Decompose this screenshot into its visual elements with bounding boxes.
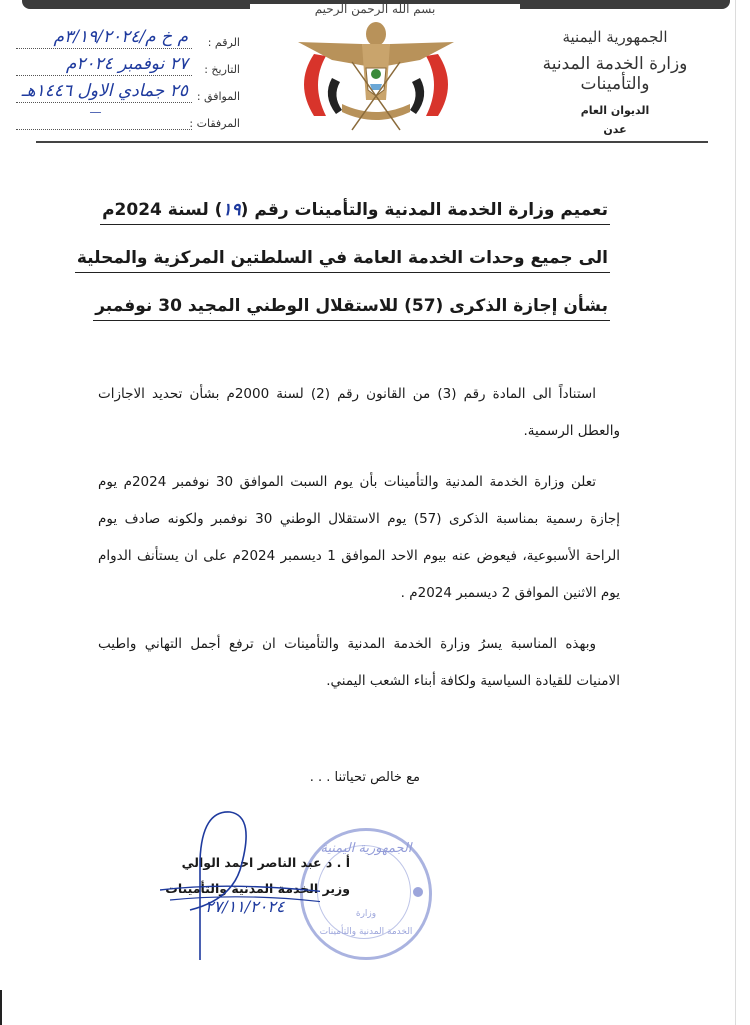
stamp-middle-text: وزارة [355,909,377,919]
title-line-1: تعميم وزارة الخدمة المدنية والتأمينات رقم (١٩) لسنة 2024م [100,196,610,225]
date-value: ٢٧ نوفمبر ٢٠٢٤م [65,54,188,74]
organization-header [520,28,710,136]
paragraph-legal-basis: استناداً الى المادة رقم (3) من القانون رقم (2) لسنة 2000م بشأن تحديد الاجازات والعطل الرسمية. [98,386,620,439]
stamp-star-icon [413,887,423,897]
closing-salutation: مع خالص تحياتنا . . . [309,770,420,785]
page-edge [735,0,736,1025]
scan-top-border [22,0,250,9]
hijri-date-row [10,76,240,103]
circular-title [76,196,610,340]
flag-black-left [328,78,342,114]
stamp-bottom-text: الخدمة المدنية والتأمينات [319,927,413,937]
flag-black-right [410,78,424,114]
eagle-wing-right [386,42,454,66]
reference-block [10,22,240,130]
basmala: بسم الله الرحمن الرحيم [314,2,436,16]
circular-number: ١٩ [222,200,241,220]
flag-red-left [304,54,326,116]
signatory-name: أ . د عبد الناصر احمد الوالي [181,855,350,870]
handwritten-signature-icon [160,800,320,970]
ministry-name: وزارة الخدمة المدنية والتأمينات [542,54,688,94]
date-row [10,49,240,76]
reference-number-value: م خ م/٣/١٩/٢٠٢٤م [53,27,188,47]
flag-red-right [426,54,448,116]
hijri-date-value: ٢٥ جمادي الاول ١٤٤٦هـ [21,81,188,101]
header-divider [36,141,708,143]
eagle-head [366,22,386,46]
paragraph-announcement: تعلن وزارة الخدمة المدنية والتأمينات بأن يوم السبت الموافق 30 نوفمبر 2024م يوم إجازة رسمية بمناسبة الذكرى (57) يوم الاستقلال الوطني 30 نوفمبر ولكونه صادف يوم الراحة الأسبوعية، فيعوض عنه بيوم الاحد الموافق 1 ديسمبر 2024م على ان يستأنف الدوام يوم الاثنين الموافق 2 ديسمبر 2024م . [98,474,620,601]
country-name: الجمهورية اليمنية [562,28,668,46]
scan-top-border [520,0,730,9]
banner [342,104,410,120]
hijri-date-label: الموافق : [196,90,240,103]
handwritten-signature-date: ٢٧/١١/٢٠٢٤ [205,897,285,916]
city-name: عدن [603,123,627,136]
eagle-wing-left [298,42,366,66]
date-label: التاريخ : [204,63,240,76]
letter-body [98,376,620,714]
paragraph-congratulations: وبهذه المناسبة يسرُ وزارة الخدمة المدنية والتأمينات ان ترفع أجمل التهاني واطيب الامنيات للقيادة السياسية ولكافة أبناء الشعب اليمني. [98,636,620,689]
attachments-label: المرفقات : [189,117,240,130]
coffee-tree [371,69,381,79]
attachments-value: — [89,105,102,119]
title-line-3: بشأن إجازة الذكرى (57) للاستقلال الوطني المجيد 30 نوفمبر [93,292,610,321]
department-name: الديوان العام [580,104,650,117]
yemen-coat-of-arms-icon [292,4,460,132]
reference-number-label: الرقم : [207,36,240,49]
stamp-top-text: الجمهورية اليمنية [320,841,412,856]
page-edge [0,990,2,1025]
reference-number-row [10,22,240,49]
title-line-2: الى جميع وحدات الخدمة العامة في السلطتين المركزية والمحلية [75,244,610,273]
signatory-title: وزير الخدمة المدنية والتأمينات [165,881,350,896]
attachments-row [10,103,240,130]
